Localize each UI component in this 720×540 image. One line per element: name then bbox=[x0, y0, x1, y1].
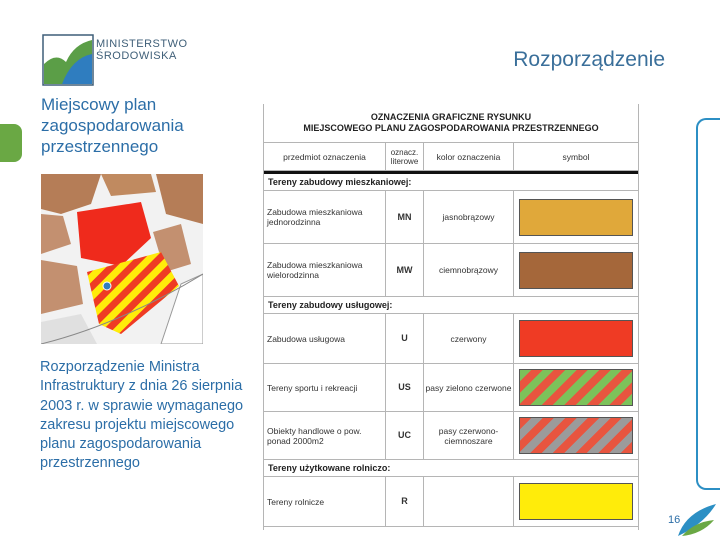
row-color-name: jasnobrązowy bbox=[424, 191, 514, 243]
row-subject: Tereny rolnicze bbox=[264, 477, 386, 526]
row-code: US bbox=[386, 364, 424, 411]
header-color: kolor oznaczenia bbox=[424, 143, 514, 170]
swatch-uc bbox=[519, 417, 633, 454]
table-header-row bbox=[264, 143, 638, 171]
row-subject: Obiekty handlowe o pow. ponad 2000m2 bbox=[264, 412, 386, 459]
row-color-name bbox=[424, 477, 514, 526]
logo-line1: MINISTERSTWO bbox=[96, 38, 188, 50]
row-subject: Tereny sportu i rekreacji bbox=[264, 364, 386, 411]
row-subject: Zabudowa mieszkaniowa jednorodzinna bbox=[264, 191, 386, 243]
corner-leaf-icon bbox=[676, 498, 718, 538]
legend-table bbox=[263, 104, 639, 530]
row-code: R bbox=[386, 477, 424, 526]
section-heading: Miejscowy plan zagospodarowania przestrzennego bbox=[41, 95, 184, 156]
plan-map-image bbox=[41, 174, 203, 344]
swatch-mn bbox=[519, 199, 633, 236]
table-row bbox=[264, 191, 638, 244]
header-symbol: symbol bbox=[562, 151, 590, 162]
table-row bbox=[264, 364, 638, 412]
row-color-name: pasy zielono czerwone bbox=[424, 364, 514, 411]
row-code: MW bbox=[386, 244, 424, 296]
header-code: oznacz. literowe bbox=[386, 143, 424, 170]
slide-title: Rozporządzenie bbox=[513, 48, 665, 71]
row-subject: Zabudowa usługowa bbox=[264, 314, 386, 363]
right-decorative-bracket bbox=[696, 118, 720, 490]
table-title-line1: OZNACZENIA GRAFICZNE RYSUNKU bbox=[370, 112, 532, 122]
table-title-line2: MIEJSCOWEGO PLANU ZAGOSPODAROWANIA PRZESTRZENNEGO bbox=[303, 123, 599, 133]
row-color-name: pasy czerwono-ciemnoszare bbox=[424, 412, 514, 459]
row-code: UC bbox=[386, 412, 424, 459]
swatch-mw bbox=[519, 252, 633, 289]
table-row bbox=[264, 314, 638, 364]
row-code: MN bbox=[386, 191, 424, 243]
row-color-name: ciemnobrązowy bbox=[424, 244, 514, 296]
table-row bbox=[264, 477, 638, 527]
section-residential: Tereny zabudowy mieszkaniowej: bbox=[264, 171, 638, 191]
row-subject: Zabudowa mieszkaniowa wielorodzinna bbox=[264, 244, 386, 296]
table-title bbox=[264, 104, 638, 143]
logo-text bbox=[96, 38, 188, 62]
swatch-r bbox=[519, 483, 633, 520]
section-services: Tereny zabudowy usługowej: bbox=[264, 297, 638, 314]
regulation-description: Rozporządzenie Ministra Infrastruktury z dnia 26 sierpnia 2003 r. w sprawie wymaganego zakresu projektu miejscowego planu zagospodarowania przestrzennego bbox=[40, 359, 244, 472]
table-row bbox=[264, 244, 638, 297]
logo-line2: ŚRODOWISKA bbox=[96, 50, 177, 62]
row-color-name: czerwony bbox=[424, 314, 514, 363]
section-agricultural: Tereny użytkowane rolniczo: bbox=[264, 460, 638, 477]
header-subject: przedmiot oznaczenia bbox=[264, 143, 386, 170]
page-number: 16 bbox=[668, 514, 681, 526]
swatch-us bbox=[519, 369, 633, 406]
table-row bbox=[264, 412, 638, 460]
row-code: U bbox=[386, 314, 424, 363]
left-accent-tab bbox=[0, 124, 22, 162]
swatch-u bbox=[519, 320, 633, 357]
